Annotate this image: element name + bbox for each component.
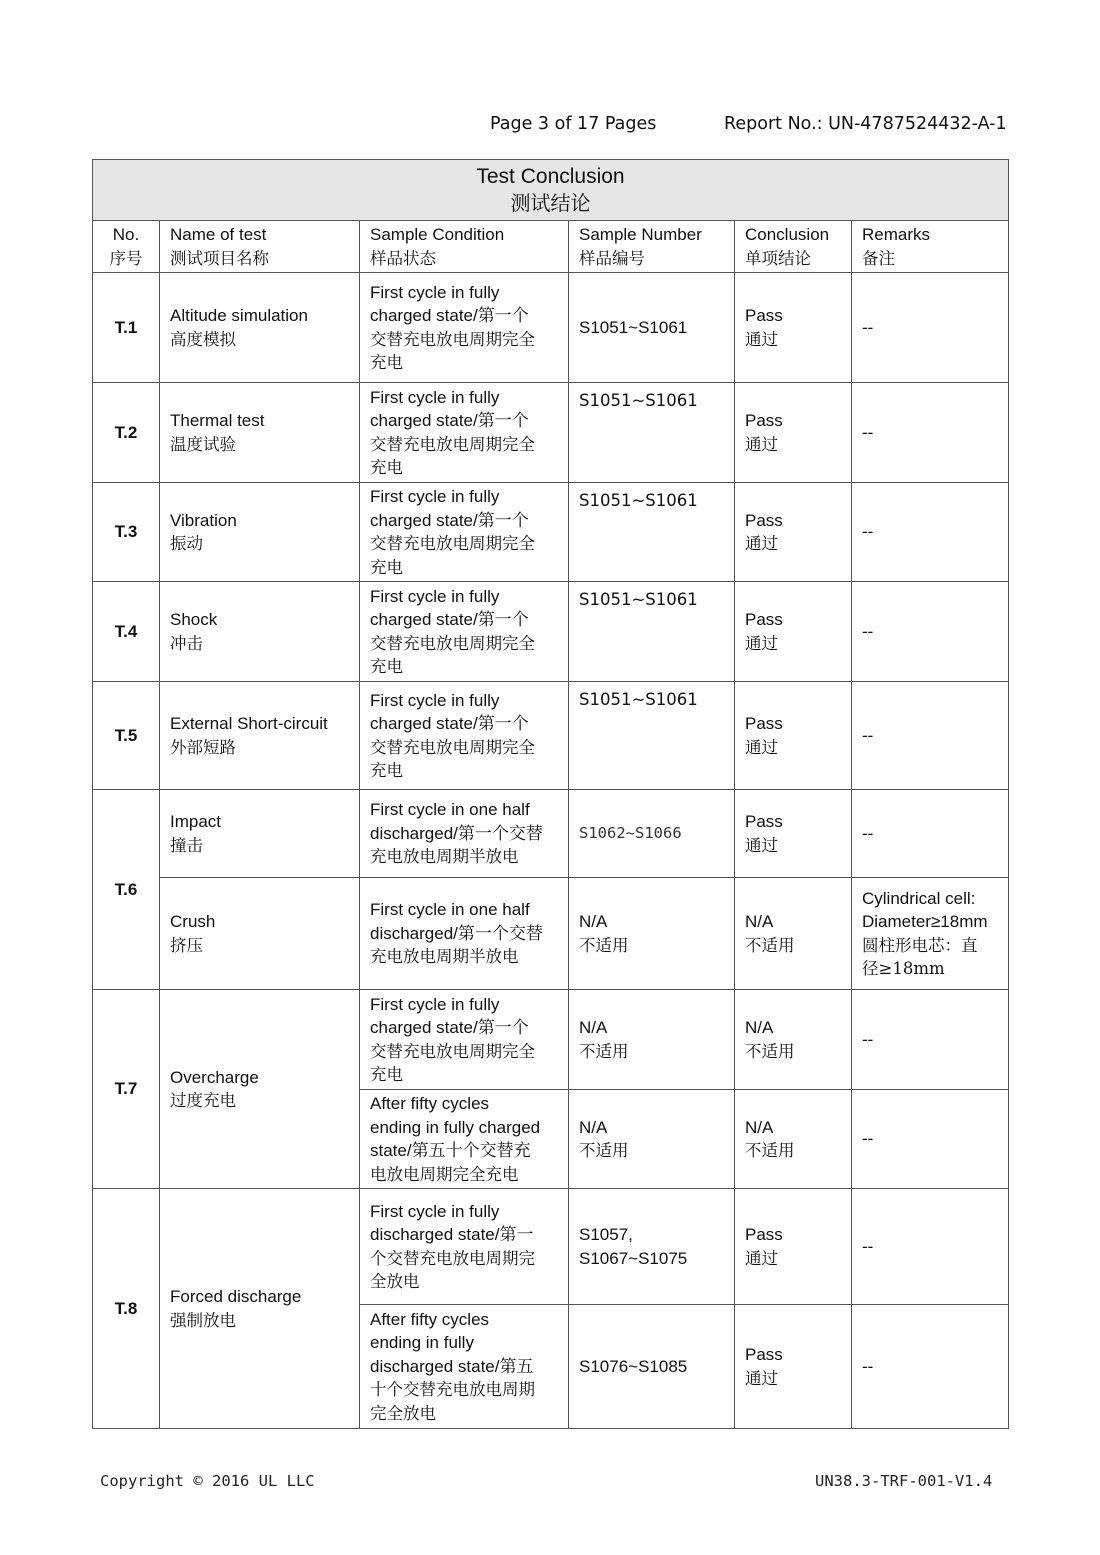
condition-line: First cycle in fully [370,586,500,606]
test-name-en: Overcharge [170,1067,259,1087]
remark-text: Diameter≥18mm [862,912,988,931]
form-identifier: UN38.3-TRF-001-V1.4 [815,1472,993,1490]
sample-number [568,382,735,483]
column-header-en: Sample Condition [370,225,505,244]
condition-line: 交替充电放电周期完全 [370,534,535,553]
condition-line: charged state/第一个 [370,411,529,430]
condition-line: 完全放电 [370,1403,436,1423]
test-name-en: Thermal test [170,411,265,430]
test-name [159,382,360,483]
test-name-en: Impact [170,812,222,831]
condition-line: charged state/第一个 [370,1018,529,1037]
test-name [159,681,360,790]
condition-line: 充电放电周期半放电 [370,847,519,867]
test-number: T.8 [92,1188,160,1429]
sample-condition [359,272,569,383]
conclusion [734,1188,852,1305]
remark-text: -- [862,1236,874,1256]
conclusion-en: N/A [745,1117,774,1137]
sample-number [568,789,735,878]
test-name-zh: 挤压 [170,935,203,955]
sample-number-value: N/A [579,1018,608,1037]
condition-line: First cycle in fully [370,690,500,710]
remarks [851,581,1009,682]
copyright-notice: Copyright © 2016 UL LLC [100,1472,315,1490]
condition-line: 全放电 [370,1272,420,1291]
column-header-zh: 序号 [109,248,143,268]
conclusion-en: Pass [745,306,783,325]
conclusion-en: Pass [745,812,783,831]
test-number: T.2 [92,382,160,483]
condition-line: First cycle in fully [370,282,500,302]
table-title-en: Test Conclusion [476,165,625,188]
conclusion-zh: 通过 [745,835,778,855]
condition-line: discharged state/第五 [370,1356,534,1376]
conclusion-zh: 通过 [745,737,778,757]
sample-number [568,877,735,990]
condition-line: 交替充电放电周期完全 [370,737,535,757]
conclusion [734,382,852,483]
remark-text: -- [862,725,874,745]
sample-number-value: 不适用 [579,935,629,955]
column-header-zh: 样品编号 [579,248,645,268]
sample-condition [359,581,569,682]
condition-line: charged state/第一个 [370,610,529,629]
test-name-zh: 过度充电 [170,1091,236,1110]
conclusion [734,581,852,682]
conclusion [734,789,852,878]
sample-number-value: S1051~S1061 [579,590,698,609]
sample-condition [359,482,569,582]
condition-line: charged state/第一个 [370,510,529,530]
condition-line: discharged state/第一 [370,1225,534,1244]
conclusion-zh: 不适用 [745,1141,795,1160]
sample-number-value: S1076~S1085 [579,1356,688,1376]
conclusion-zh: 通过 [745,434,778,454]
sample-number-value: S1067~S1075 [579,1248,688,1268]
sample-condition [359,681,569,790]
conclusion-en: Pass [745,411,783,430]
test-number: T.6 [92,789,160,990]
condition-line: First cycle in one half [370,800,530,820]
condition-line: 个交替充电放电周期完 [370,1248,535,1268]
remark-text: -- [862,1129,874,1149]
remarks [851,989,1009,1090]
conclusion-en: Pass [745,1225,783,1244]
test-name-en: Crush [170,912,216,931]
test-name-zh: 冲击 [170,633,203,653]
remark-text: -- [862,1356,874,1376]
remarks [851,482,1009,582]
column-header-condition [359,220,569,273]
sample-number [568,1089,735,1189]
remark-text: 圆柱形电芯：直 [862,935,978,955]
remarks [851,877,1009,990]
column-header-remarks [851,220,1009,273]
remarks [851,272,1009,383]
test-name-en: Vibration [170,510,237,530]
condition-line: 电放电周期完全充电 [370,1164,519,1184]
condition-line: state/第五十个交替充 [370,1141,531,1160]
conclusion [734,989,852,1090]
conclusion [734,1304,852,1429]
remarks [851,1188,1009,1305]
conclusion-en: N/A [745,912,774,931]
test-number: T.7 [92,989,160,1189]
conclusion [734,272,852,383]
test-name-en: Altitude simulation [170,306,308,325]
conclusion-zh: 通过 [745,534,778,553]
condition-line: First cycle in fully [370,1201,500,1221]
sample-number [568,581,735,682]
sample-number-value: N/A [579,912,608,931]
test-name [159,789,360,878]
remark-text: -- [862,621,874,641]
sample-number [568,989,735,1090]
condition-line: 十个交替充电放电周期 [370,1380,535,1400]
condition-line: First cycle in fully [370,487,500,506]
column-header-en: Sample Number [579,225,702,244]
condition-line: 充电放电周期半放电 [370,947,519,967]
column-header-zh: 单项结论 [745,248,811,268]
condition-line: 充电 [370,353,403,372]
report-number: Report No.: UN-4787524432-A-1 [724,114,1007,134]
conclusion-zh: 通过 [745,1248,778,1268]
conclusion-zh: 通过 [745,633,778,653]
test-number: T.4 [92,581,160,682]
condition-line: 交替充电放电周期完全 [370,434,535,454]
condition-line: 交替充电放电周期完全 [370,329,535,349]
condition-line: First cycle in fully [370,387,500,407]
sample-number-value: 不适用 [579,1041,629,1061]
remark-text: 径≥18mm [862,959,945,978]
sample-number-value: S1051~S1061 [579,317,688,337]
test-name [159,989,360,1189]
sample-condition [359,1188,569,1305]
condition-line: First cycle in fully [370,994,500,1014]
sample-number-value: S1051~S1061 [579,491,698,510]
sample-condition [359,382,569,483]
conclusion-en: Pass [745,1345,783,1364]
sample-condition [359,789,569,878]
test-name [159,1188,360,1429]
test-name-zh: 强制放电 [170,1310,236,1330]
condition-line: 充电 [370,557,403,577]
test-name-en: Shock [170,610,218,629]
condition-line: After fifty cycles [370,1309,490,1329]
page-info: Page 3 of 17 Pages [490,114,657,134]
column-header-sample [568,220,735,273]
remark-text: -- [862,422,874,442]
condition-line: First cycle in one half [370,900,530,920]
conclusion [734,681,852,790]
table-title [92,159,1009,221]
table-title-zh: 测试结论 [510,191,591,215]
test-name-en: Forced discharge [170,1287,302,1306]
conclusion-zh: 通过 [745,1368,778,1388]
test-name-zh: 外部短路 [170,737,236,757]
column-header-en: Remarks [862,225,931,244]
condition-line: 充电 [370,761,403,780]
column-header-en: Name of test [170,225,267,244]
sample-number-value: 不适用 [579,1141,629,1160]
column-header-zh: 样品状态 [370,248,436,268]
conclusion-en: Pass [745,714,783,733]
test-name-zh: 振动 [170,534,203,553]
remark-text: -- [862,317,874,337]
sample-condition [359,877,569,990]
column-header-en: Conclusion [745,225,830,244]
remark-text: Cylindrical cell: [862,888,976,908]
condition-line: 充电 [370,657,403,676]
condition-line: ending in fully [370,1333,474,1353]
column-header-no [92,220,160,273]
condition-line: discharged/第一个交替 [370,823,543,843]
sample-condition [359,1304,569,1429]
sample-number [568,681,735,790]
column-header-zh: 备注 [862,248,895,268]
remarks [851,1089,1009,1189]
condition-line: 充电 [370,1065,403,1084]
remarks [851,789,1009,878]
remarks [851,382,1009,483]
conclusion-zh: 通过 [745,329,778,349]
column-header-conclusion [734,220,852,273]
test-name-zh: 温度试验 [170,434,236,454]
test-name-zh: 高度模拟 [170,329,236,349]
conclusion-zh: 不适用 [745,935,795,955]
sample-number-value: S1051~S1061 [579,391,698,410]
test-name [159,877,360,990]
remark-text: -- [862,823,874,843]
condition-line: 充电 [370,458,403,477]
test-number: T.3 [92,482,160,582]
test-name [159,272,360,383]
conclusion-en: Pass [745,510,783,530]
conclusion [734,482,852,582]
test-name [159,581,360,682]
conclusion [734,1089,852,1189]
column-header-name [159,220,360,273]
sample-condition [359,1089,569,1189]
remarks [851,681,1009,790]
column-header-zh: 测试项目名称 [170,248,269,268]
test-number: T.1 [92,272,160,383]
sample-number-value: S1057, [579,1225,633,1244]
condition-line: charged state/第一个 [370,714,529,733]
test-name [159,482,360,582]
sample-number-value: S1051~S1061 [579,690,698,709]
sample-number [568,1188,735,1305]
condition-line: charged state/第一个 [370,306,529,325]
conclusion [734,877,852,990]
condition-line: ending in fully charged [370,1117,541,1137]
sample-number-value: S1062~S1066 [579,823,682,842]
condition-line: 交替充电放电周期完全 [370,1041,535,1061]
conclusion-en: Pass [745,610,783,629]
sample-number [568,482,735,582]
sample-number [568,272,735,383]
remark-text: -- [862,1029,874,1049]
condition-line: discharged/第一个交替 [370,923,543,943]
test-name-zh: 撞击 [170,835,203,855]
conclusion-en: N/A [745,1018,774,1037]
sample-number-value: N/A [579,1117,608,1137]
sample-condition [359,989,569,1090]
sample-number [568,1304,735,1429]
test-number: T.5 [92,681,160,790]
column-header-en: No. [112,225,140,244]
conclusion-zh: 不适用 [745,1041,795,1061]
condition-line: After fifty cycles [370,1094,490,1113]
remarks [851,1304,1009,1429]
condition-line: 交替充电放电周期完全 [370,633,535,653]
remark-text: -- [862,522,874,542]
test-name-en: External Short-circuit [170,714,328,733]
